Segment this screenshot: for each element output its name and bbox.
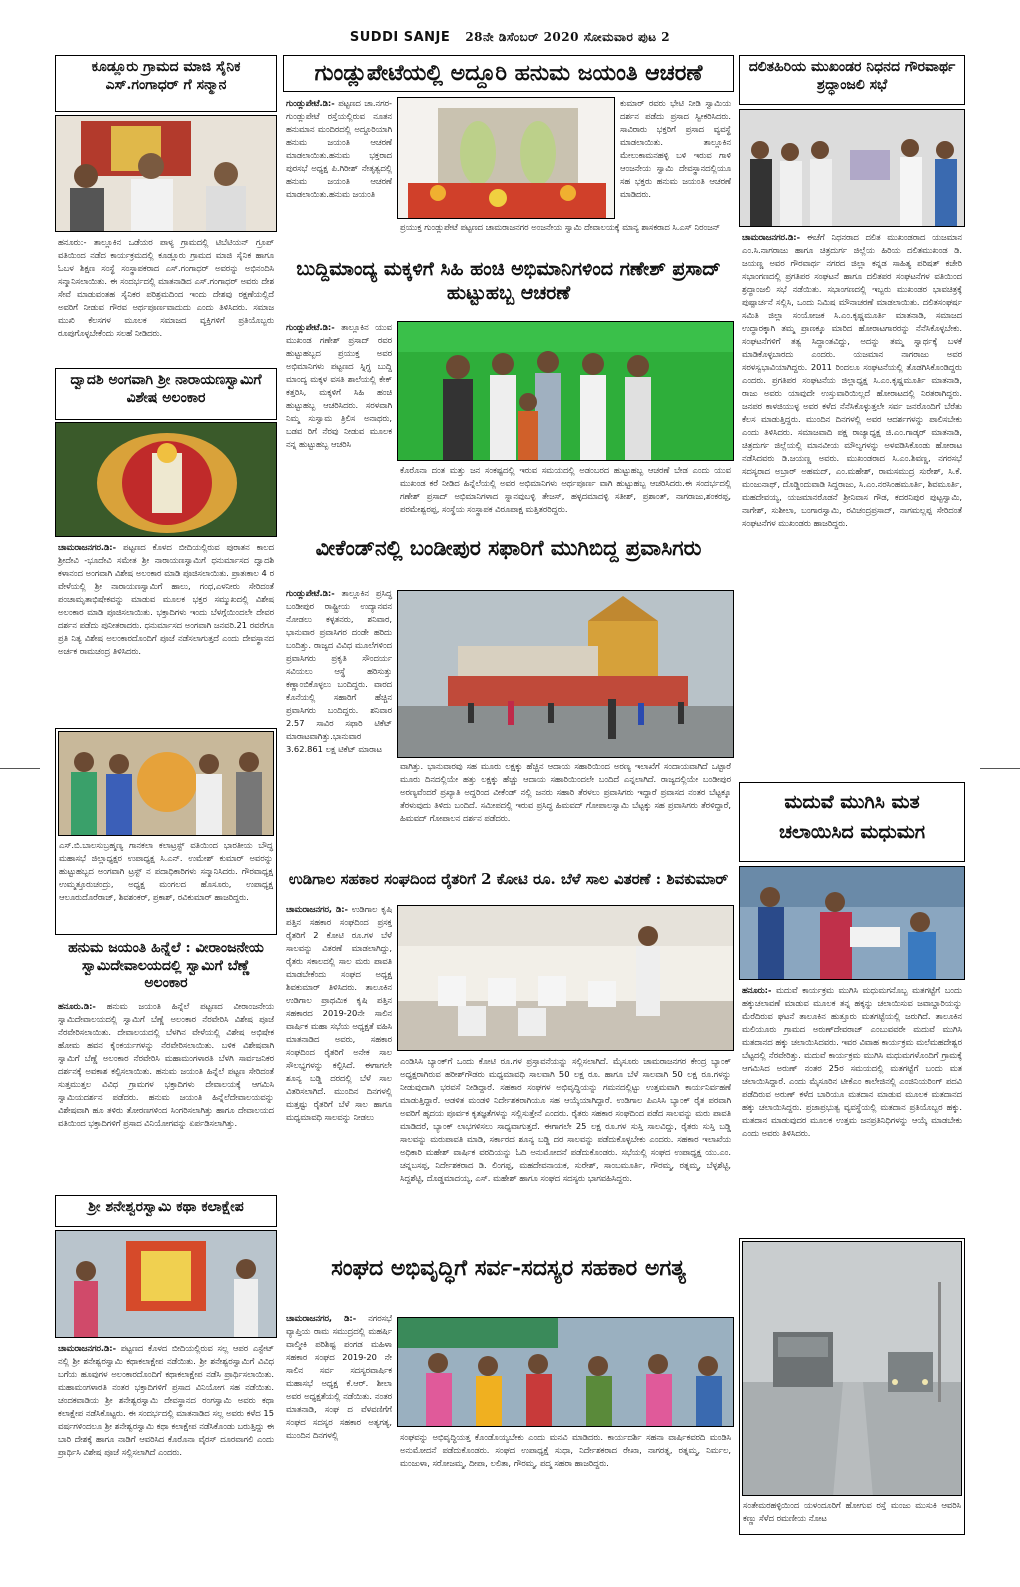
photo-udigala — [397, 905, 734, 1051]
article-ganesh-prasad-bottom: ಕೊರೊನಾ ದಂತ ಮತ್ತು ಜನ ಸಂಕಷ್ಟದಲ್ಲಿ ಇರುವ ಸಮಯದಲ್ಲಿ ಅಡಂಬರದ ಹುಟ್ಟುಹಬ್ಬ ಆಚರಣೆ ಬೇಡ ಎಂದು ಯುವ ಮುಖಂಡ ಕರೆ ನೀಡಿದ ಹಿನ್ನೆಲೆಯಲ್ಲಿ ಅವರ ಅಭಿಮಾನಿಗಳು ಅರ್ಥಪೂರ್ಣ ವಾಗಿ ಹುಟ್ಟುಹಬ್ಬ ಆಚರಿಸಿದರು.ಈ ಸಂದರ್ಭದಲ್ಲಿ ಗಣೇಶ್ ಪ್ರಸಾದ್ ಅಭಿಮಾನಿಗಳಾದ ಸ್ನಾನವುಬಳ್ಳಿ ತೇಜಸ್, ಹಳ್ಳದಮಾದಳ್ಳಿ ಸತೀಶ್, ಪ್ರಶಾಂತ್, ನಾಗರಾಜು,ಶಂಕರಪ್ಪ, ಪರಮೇಶ್ವರಪ್ಪ, ಸಂಸ್ಥೆಯ ಸಂಸ್ಥಾಪಕ ವಿರೂಪಾಕ್ಷ ಮತ್ತಿತರರಿದ್ದರು. — [400, 465, 731, 514]
photo-groom-image — [740, 867, 965, 980]
article-hanuma-jayanti-col1 — [283, 95, 395, 215]
article-udigala-col1 — [283, 901, 395, 1157]
paper-name: SUDDI SANJE — [349, 30, 451, 45]
article-narayanaswamy — [55, 539, 277, 725]
article-ganesh-prasad-body-left: ತಾಲ್ಲೂಕಿನ ಯುವ ಮುಖಂಡ ಗಣೇಶ್ ಪ್ರಸಾದ್ ರವರ ಹುಟ್ಟುಹಬ್ಬದ ಪ್ರಯುಕ್ತ ಅವರ ಅಭಿಮಾನಿಗಳು ಪಟ್ಟಣದ ಸ್ನಿಗ್ಧ ಬುದ್ದಿ ಮಾಂದ್ಯ ಮಕ್ಕಳ ವಸತಿ ಶಾಲೆಯಲ್ಲಿ ಕೇಕ್ ಕತ್ತರಿಸಿ, ಮಕ್ಕಳಿಗೆ ಸಿಹಿ ಹಂಚಿ ಹುಟ್ಟುಹಬ್ಬ ಆಚರಿಸಿದರು. ಸರಳವಾಗಿ ನಿಮ್ಮ ಸುಸ್ವಾಮ ತ್ರಿಲಿಸ ಅನಾಥರು, ಬಡವ ರಿಗೆ ನೆರವು ನೀಡುವ ಮೂಲಕ ನನ್ನ ಹುಟ್ಟುಹಬ್ಬ ಆಚರಿಸಿ — [286, 322, 392, 449]
newspaper-page — [55, 55, 965, 1535]
article-hanuma-butter — [55, 998, 277, 1191]
headline-hanuma-jayanti: ಗುಂಡ್ಲುಪೇಟೆಯಲ್ಲಿ ಅದ್ದೂರಿ ಹನುಮ ಜಯಂತಿ ಆಚರಣೆ — [314, 60, 703, 86]
headline-ganesh-prasad: ಬುದ್ದಿಮಾಂದ್ಯ ಮಕ್ಕಳಿಗೆ ಸಿಹಿ ಹಂಚಿ ಅಭಿಮಾನಿಗಳಿಂದ ಗಣೇಶ್ ಪ್ರಸಾದ್ ಹುಟ್ಟುಹಬ್ಬ ಆಚರಣೆ — [296, 258, 721, 304]
caption-foggy-road: ಸಂತೇಮರಹಳ್ಳಿಯಿಂದ ಯಳಂದೂರಿಗೆ ಹೋಗುವ ರಸ್ತೆ ಮಂಜು ಮುಸುಕಿ ಆವರಿಸಿ ಕಣ್ಣು ಸೆಳೆದ ರಮಣೀಯ ನೋಟ — [743, 1500, 961, 1523]
article-bandipur-bottom: ವಾಗಿತ್ತು. ಭಾನುವಾರವು ಸಹ ಮೂರು ಲಕ್ಷಕ್ಕು ಹೆಚ್ಚಿನ ಆದಾಯ ಸಹಾರಿಯಿಂದ ಅರಣ್ಯ ಇಲಾಖೆಗೆ ಸಂದಾಯವಾಗಿದೆ ಒಟ್ಟಾರೆ ಮೂರು ದಿನದಲ್ಲಿಯೇ ಹತ್ತು ಲಕ್ಷಕ್ಕು ಹೆಚ್ಚು ಆದಾಯ ಸಹಾರಿಯಿಂದಲೇ ಬಂದಿದೆ ಎನ್ನಲಾಗಿದೆ. ರಾಜ್ಯದಲ್ಲಿಯೇ ಬಂಡೀಪುರ ಅರಣ್ಯವೆಂದರೆ ಪ್ರಖ್ಯಾತಿ ಅದ್ದರಿಂದ ವೀಕೆಂಡ್ ನಲ್ಲಿ ಜನರು ಸಹಾರಿ ತೆರಳಲು ಪ್ರವಾಸಿಗರು ಇದ್ದಾರೆ ಪ್ರವಾಸದ ನಂತರ ಬೆಟ್ಟಕ್ಕೂ ತೆರಳುವುದು ತಿಳಿದು ಬಂದಿದೆ. ಸಮೀಪದಲ್ಲಿ ಇರುವ ಪ್ರಸಿದ್ಧ ಹಿಮವದ್ ಗೋಪಾಲಸ್ವಾಮಿ ಬೆಟ್ಟಕ್ಕು ಸಹ ಪ್ರವಾಸಿಗರು ತೆರಳಿದ್ದಾರೆ, ಹಿಮವದ್ ಗೋಪಾಲನ ದರ್ಶನ ಪಡೆದರು. — [400, 761, 731, 823]
headline-narayanaswamy: ದ್ವಾದಶಿ ಅಂಗವಾಗಿ ಶ್ರೀ ನಾರಾಯಣಸ್ವಾಮಿಗೆ ವಿಶೇಷ ಅಲಂಕಾರ — [70, 372, 262, 406]
headline-hanuma-butter: ಹನುಮ ಜಯಂತಿ ಹಿನ್ನೆಲೆ : ವೀರಾಂಜನೇಯ ಸ್ವಾಮಿದೇವಾಲಯದಲ್ಲಿ ಸ್ವಾಮಿಗೆ ಬೆಣ್ಣೆ ಅಲಂಕಾರ — [68, 940, 264, 991]
photo-udigala-image — [398, 906, 734, 1051]
photo-ganesh-prasad — [397, 321, 734, 461]
photo-narayanaswamy-image — [56, 423, 277, 537]
photo-sangha-image — [398, 1318, 734, 1427]
photo-block-trust — [55, 728, 277, 935]
article-hanuma-jayanti-body-left: ಪಟ್ಟಣದ ಚಾ.ನಗರ- ಗುಂಡ್ಲುಪೇಟೆ ರಸ್ತೆಯಲ್ಲಿರುವ ನೂತನ ಹನುಮಾನ ಮಂದಿರದಲ್ಲಿ ಅದ್ದೂರಿಯಾಗಿ ಹನುಮ ಜಯಂತಿ ಆಚರಣೆ ಮಾಡಲಾಯಿತು.ಹನುಮ ಭಕ್ತರಾದ ಪುರಸಭೆ ಅಧ್ಯಕ್ಷ ಪಿ.ಗಿರೀಶ್ ನೇತೃತ್ವದಲ್ಲಿ ಹನುಮ ಜಯಂತಿ ಆಚರಣೆ ಮಾಡಲಾಯಿತು.ಹನುಮ ಜಯಂತಿ — [286, 98, 392, 199]
masthead — [0, 30, 1020, 45]
headline-soldier-honour: ಕೂಡ್ಲೂರು ಗ್ರಾಮದ ಮಾಜಿ ಸೈನಿಕ ಎಸ್.ಗಂಗಾಧರ್ ಗೆ ಸನ್ಮಾನ — [91, 59, 241, 93]
caption-trust: ಎಸ್.ಬಿ.ಬಾಲಸುಬ್ರಹ್ಮಣ್ಯ ಗಾನಕಲಾ ಕಲಾಟ್ರಸ್ಟ್ ವತಿಯಿಂದ ಭಾರತೀಯ ಬೌದ್ಧ ಮಹಾಸಭೆ ಜಿಲ್ಲಾಧ್ಯಕ್ಷರ ಉಪಾಧ್ಯಕ್ಷ ಸಿ.ಎನ್. ಉಮೇಶ್ ಕುಮಾರ್ ಅವರನ್ನು ಹುಟ್ಟುಹಬ್ಬದ ಅಂಗವಾಗಿ ಟ್ರಸ್ಟ್ ನ ಪದಾಧಿಕಾರಿಗಳು ಸನ್ಮಾನಿಸಿದರು. ಗೌರವಾಧ್ಯಕ್ಷ ಉಮ್ಮತ್ತೂರುಚಂದ್ರು, ಅಧ್ಯಕ್ಷ ಮಂಗಲದ ಹೊಸೂರು, ಉಪಾಧ್ಯಕ್ಷ ಆಲೂರುದೊರೆರಾಜ್, ಶಿವಶಂಕರ್, ಪ್ರಕಾಶ್, ರವಿಕುಮಾರ್ ಹಾಜರಿದ್ದರು. — [59, 840, 273, 902]
article-narayanaswamy-body: ಪಟ್ಟಣದ ಕೊಳದ ಬೀದಿಯಲ್ಲಿರುವ ಪುರಾತನ ಕಾಲದ ಶ್ರೀದೇವಿ -ಭೂದೇವಿ ಸಮೇತ ಶ್ರೀ ನಾರಾಯಣಸ್ವಾಮಿಗೆ ಧನುರ್ಮಾಸದ ದ್ವಾದಶಿ ಕಳಾನಂದ ಅಂಗವಾಗಿ ವಿಶೇಷ ಅಲಂಕಾರ ಮಾಡಿ ಪೂಜಿಸಲಾಯಿತು. ಪ್ರಾತಃಕಾಲ 4 ರ ವೇಳೆಯಲ್ಲಿ ಶ್ರೀ ನಾರಾಯಣಸ್ವಾಮಿಗೆ ಹಾಲು, ಗಂಧ,ಎಳನೀರು ಸೇರಿದಂತೆ ಪಂಚಾಮೃತಾಭಿಷೇಕವನ್ನು ಮಾಡುವ ಮೂಲಕ ಭಕ್ತರ ಸಮ್ಮುಖದಲ್ಲಿ ವಿಶೇಷ ಅಲಂಕಾರ ಮಾಡಿ ಪೂಜಿಸಲಾಯಿತು. ಭಕ್ತಾದಿಗಳು ಇಂದು ಬೆಳಗ್ಗೆಯಿಂದಲೇ ದೇವರ ದರ್ಶನ ಪಡೆದು ಪುನೀತರಾದರು. ಧನುರ್ಮಾಸದ ಅಂಗವಾಗಿ ಜನವರಿ.21 ರವರೆಗೂ ಪ್ರತಿ ನಿತ್ಯ ವಿಶೇಷ ಅಲಂಕಾರದೊಂದಿಗೆ ಪೂಜೆ ನಡೆಸಲಾಗುತ್ತದೆ ಎಂದು ದೇವಸ್ಥಾನದ ಅರ್ಚಕ ರಾಮಚಂದ್ರ ತಿಳಿಸಿದರು. — [58, 542, 275, 656]
article-sangha-col1 — [283, 1310, 395, 1477]
photo-hanuma-jayanti — [397, 97, 615, 219]
dateline: ಚಾಮರಾಜನಗರ.ಡಿ:- — [58, 1343, 117, 1353]
article-bandipur-body-left: ತಾಲ್ಲೂಕಿನ ಪ್ರಸಿದ್ಧ ಬಂಡೀಪುರ ರಾಷ್ಟ್ರೀಯ ಉದ್ಯಾನವನ ನೋಡಲು ಕಳ್ಳತನರು, ಶನಿವಾರ, ಭಾನುವಾರ ಪ್ರವಾಸಿಗರ ದಂಡೇ ಹರಿದು ಬಂದಿತ್ತು. ರಾಜ್ಯದ ವಿವಿಧ ಮೂಲೆಗಳಿಂದ ಪ್ರವಾಸಿಗರು ಪ್ರಕೃತಿ ಸೌಂದರ್ಯ ಸವಿಯಲು ಆಸ್ಥೆ ಹರಿಸುತ್ತು ಕಣ್ಣಾಂಬಿಕೊಳ್ಳಲು ಬಂದಿದ್ದರು. ವಾರದ ಕೊನೆಯಲ್ಲಿ ಸಹಾರಿಗೆ ಹೆಚ್ಚಿನ ಪ್ರವಾಸಿಗರು ಬಂದಿದ್ದರು. ಶನಿವಾರ 2.57 ಸಾವಿರ ಸಫಾರಿ ಟಿಕೆಟ್ ಮಾರಾಟವಾಗಿತ್ತು.ಭಾನುವಾರ 3.62.861 ಲಕ್ಷ ಟಿಕೆಟ್ ಮಾರಾಟ — [286, 588, 392, 754]
photo-ganesh-image — [398, 322, 734, 461]
article-ganesh-prasad-col1 — [283, 319, 395, 461]
margin-rule-right — [980, 768, 1020, 769]
dateline: ಚಾಮರಾಜನಗರ, ಡಿ:- — [286, 904, 348, 914]
photo-bandipur-image — [398, 591, 734, 758]
article-shaneshwara — [55, 1340, 277, 1535]
article-soldier-honour — [55, 234, 277, 366]
photo-narayanaswamy — [55, 422, 277, 537]
left-column — [55, 55, 277, 1535]
photo-block-fog — [739, 1238, 965, 1535]
article-udigala-body-left: ಉಡಿಗಾಲ ಕೃಷಿ ಪತ್ತಿನ ಸಹಕಾರ ಸಂಘದಿಂದ ಪ್ರಸಕ್ತ ರೈತರಿಗೆ 2 ಕೋಟಿ ರೂ.ಗಳ ಬೆಳೆ ಸಾಲವನ್ನು ವಿತರಣೆ ಮಾಡಲಾಗಿದ್ದು, ರೈತರು ಸಕಾಲದಲ್ಲಿ ಸಾಲ ಮರು ಪಾವತಿ ಮಾಡಬೇಕೆಂದು ಸಂಘದ ಅಧ್ಯಕ್ಷ ಶಿವಕುಮಾರ್ ತಿಳಿಸಿದರು. ತಾಲೂಕಿನ ಉಡಿಗಾಲ ಪ್ರಾಥಮಿಕ ಕೃಷಿ ಪತ್ತಿನ ಸಹಕಾರದ 2019-20ನೇ ಸಾಲಿನ ವಾರ್ಷಿಕ ಮಹಾ ಸಭೆಯ ಅಧ್ಯಕ್ಷತೆ ವಹಿಸಿ ಮಾತನಾಡಿದ ಅವರು, ಸಹಕಾರ ಸಂಘದಿಂದ ರೈತರಿಗೆ ಅನೇಕ ಸಾಲ ಸೌಲಭ್ಯಗಳನ್ನು ಕಲ್ಪಿಸಿದೆ. ಈಗಾಗಲೇ ಶೂನ್ಯ ಬಡ್ಡಿ ದರದಲ್ಲಿ ಬೆಳೆ ಸಾಲ ವಿತರಿಸಲಾಗಿದೆ. ಮುಂದಿನ ದಿನಗಳಲ್ಲಿ ಮತ್ತಷ್ಟು ರೈತರಿಗೆ ಬೆಳೆ ಸಾಲ ಹಾಗೂ ಮಧ್ಯಮಾವಧಿ ಸಾಲವನ್ನು ನೀಡಲು — [286, 904, 392, 1122]
dateline: ಚಾಮರಾಜನಗರ.ಡಿ:- — [742, 232, 801, 242]
photo-hanuma-image — [398, 98, 615, 219]
photo-groom-vote — [739, 866, 965, 980]
headline-shaneshwara: ಶ್ರೀ ಶನೇಶ್ವರಸ್ವಾಮಿ ಕಥಾ ಕಲಾಕ್ಷೇಪ — [88, 1199, 244, 1215]
margin-rule-left — [0, 768, 40, 769]
article-shaneshwara-body: ಪಟ್ಟಣದ ಕೊಳದ ಬೀದಿಯಲ್ಲಿರುವ ಸಲ್ಲ ಆಪರ ಎಸ್ಟೇಟ್ ನಲ್ಲಿ ಶ್ರೀ ಶನೇಶ್ವರಸ್ವಾಮಿ ಕಥಾಕಲಾಕ್ಷೇಪ ನಡೆಯಿತು. ಶ್ರೀ ಶನೇಶ್ವರಸ್ವಾಮಿಗೆ ವಿವಿಧ ಬಗೆಯ ಹೂವುಗಳ ಅಲಂಕಾರದೊಂದಿಗೆ ಕಥಾಕಲಾಕ್ಷೇಪ ನಡೆಸಿ ಪ್ರಾರ್ಥಿಸಲಾಯಿತು. ಮಹಾಮಂಗಳಾರತಿ ನಂತರ ಭಕ್ತಾದಿಗಳಿಗೆ ಪ್ರಸಾದ ವಿನಿಯೋಗ ಸಹ ನಡೆಯಿತು. ಚಂದಕವಾಡಿಯ ಶ್ರೀ ಶನೇಶ್ವರಸ್ವಾಮಿ ದೇವಸ್ಥಾನದ ರಂಗಸ್ವಾಮಿ ಅವರು ಕಥಾ ಕಲಾಕ್ಷೇಪ ನಡೆಸಿಕೊಟ್ಟರು. ಈ ಸಂದರ್ಭದಲ್ಲಿ ಮಾತನಾಡಿದ ಸಲ್ಲ ಅವರು ಕಳೆದ 15 ವರ್ಷಗಳಿಂದಲೂ ಶ್ರೀ ಶನೇಶ್ವರಸ್ವಾಮಿ ಕಥಾ ಕಲಾಕ್ಷೇಪ ನಡೆಸಿಕೊಂಡು ಬರುತ್ತಿದ್ದು ಈ ಬಾರಿ ದೇಶಕ್ಕೆ ಹಾಗೂ ನಾಡಿಗೆ ಆವರಿಸಿದ ಕೊರೊನಾ ವೈರಸ್ ದೂರವಾಗಲಿ ಎಂದು ಪ್ರಾರ್ಥಿಸಿ ವಿಶೇಷ ಪೂಜೆ ಸಲ್ಲಿಸಲಾಗಿದೆ ಎಂದರು. — [58, 1343, 274, 1457]
article-soldier-honour-body: ಹನೂರು:- ತಾಲ್ಲೂಕಿನ ಒಡೆಯರ ಪಾಳ್ಯ ಗ್ರಾಮದಲ್ಲಿ ಟಿಬೆಟಿಯನ್ ಗ್ರೂಪ್ ವತಿಯಿಂದ ನಡೆದ ಕಾರ್ಯಕ್ರಮದಲ್ಲಿ ಕೂಡ್ಲೂರು ಗ್ರಾಮದ ಮಾಜಿ ಸೈನಿಕ ಹಾಗೂ ಓಬಳ ಶಿಕ್ಷಣ ಸಂಸ್ಥೆ ಸಂಸ್ಥಾಪಕರಾದ ಎಸ್.ಗಂಗಾಧರ್ ಅವರನ್ನು ಅಭಿನಂದಿಸಿ ಸನ್ಮಾನಿಸಲಾಯಿತು. ಈ ಸಂದರ್ಭದಲ್ಲಿ ಮಾತನಾಡಿದ ಎಸ್.ಗಂಗಾಧರ್ ಅವರು ದೇಶ ಸೇವೆ ಮಾಡುವಂತಹ ಸೈನಿಕರ ಪರಿಶ್ರಮದಿಂದ ಇಂದು ದೇಶವು ರಕ್ಷಣೆಯಲ್ಲಿದೆ ಅವರಿಗೆ ನೀಡುವ ಗೌರವ ಅರ್ಥಪೂರ್ಣವಾದುದು ಎಂದು ತಿಳಿಸಿದರು. ಸಮಾಜ ಮುಖಿ ಕೆಲಸಗಳ ಮೂಲಕ ಸಮಾಜದ ವ್ಯಕ್ತಿಗಳಿಗೆ ಪ್ರತಿಯೊಬ್ಬರು ರೂಪುಗೊಳ್ಳಬೇಕೆಂದು ಸಲಹೆ ನೀಡಿದರು. — [58, 237, 274, 338]
photo-soldier-honour — [55, 115, 277, 232]
article-tribute-body: ಈಚೆಗೆ ನಿಧನರಾದ ದಲಿತ ಮುಖಂಡರಾದ ಯಜಮಾನ ಎಂ.ಸಿ.ನಾಗರಾಜು ಹಾಗೂ ಚಿತ್ರದುರ್ಗ ಜಿಲ್ಲೆಯ ಹಿರಿಯ ದಲಿತಮುಖಂಡ ಡಿ. ಜಯಣ್ಣ ಅವರ ಗೌರವಾರ್ಥ ನಗರದ ಜಿಲ್ಲಾ ಕನ್ನಡ ಸಾಹಿತ್ಯ ಪರಿಷತ್ ಕಚೇರಿ ಸಭಾಂಗಣದಲ್ಲಿ ಪ್ರಗತಿಪರ ಸಂಘಟನೆ ಹಾಗೂ ದಲಿತಪರ ಸಂಘಟನೆಗಳ ವತಿಯಿಂದ ಶ್ರದ್ಧಾಂಜಲಿ ಸಭೆ ನಡೆಯಿತು. ಸಭಾಂಗಣದಲ್ಲಿ ಇಬ್ಬರು ಮುಖಂಡರ ಭಾವಚಿತ್ರಕ್ಕೆ ಪುಷ್ಪಾರ್ಚನೆ ಸಲ್ಲಿಸಿ, ಒಂದು ನಿಮಿಷ ಮೌನಾಚರಣೆ ಮಾಡಲಾಯಿತು. ದಲಿತಸಂಘರ್ಷ ಸಮಿತಿ ಜಿಲ್ಲಾ ಸಂಯೋಜಕ ಸಿ.ಎಂ.ಕೃಷ್ಣಮೂರ್ತಿ ಮಾತನಾಡಿ, ಸಮಾಜದ ಉದ್ಧಾರಕ್ಕಾಗಿ ತಮ್ಮ ಪ್ರಾಣಕ್ಕೂ ಮಾರಿದ ಹೋರಾಟಗಾರರನ್ನು ನೆನೆಸಿಕೊಳ್ಳಬೇಕು. ಸಂಘಟನೆಗಳಿಗೆ ತತ್ವ ಸಿದ್ಧಾಂತವಿದ್ದು, ಅದನ್ನು ತಮ್ಮ ಸ್ವಾರ್ಥಕ್ಕೆ ಬಳಕೆ ಮಾಡಿಕೊಳ್ಳಬಾರದು ಎಂದರು. ಯಜಮಾನ ನಾಗರಾಜು ಅವರ ಸರಳಸ್ವಭಾವಿಯಾಗಿದ್ದರು. 2011 ರಿಂದಲೂ ಸಂಘಟನೆಯಲ್ಲಿ ತೊಡಗಿಸಿಕೊಂಡಿದ್ದರು ಎಂದರು. ಪ್ರಗತಿಪರ ಸಂಘಟನೆಯ ಜಿಲ್ಲಾಧ್ಯಕ್ಷ ಸಿ.ಎಂ.ಕೃಷ್ಣಮೂರ್ತಿ ಮಾತನಾಡಿ, ರಾಜು ಅವರು ಯಾವುದೇ ಉಸ್ತುವಾರಿಯಿಲ್ಲದೆ ಹೋರಾಟದಲ್ಲಿ ನಿರತರಾಗಿದ್ದರು. ಜನಪರ ಕಾಳಜಿಯುಳ್ಳ ಅವರ ಕಳೆದ ನೆನೆಸಿಕೊಳ್ಳುತ್ತಲೇ ಸರ್ವ ಜನರೊಂದಿಗೆ ಬೆರೆತು ಕೆಲಸ ಮಾಡುತ್ತಿದ್ದರು. ಮುಂದಿನ ದಿನಗಳಲ್ಲಿ ಅವರ ಆದರ್ಶಗಳನ್ನು ಪಾಲಿಸಬೇಕು ಎಂದು ತಿಳಿಸಿದರು. ಸಮಾಜವಾದಿ ಪಕ್ಷ ರಾಜ್ಯಾಧ್ಯಕ್ಷ ಜಿ.ಎಂ.ಗಾಡ್ಕರ್ ಮಾತನಾಡಿ, ಚಿತ್ರದುರ್ಗ ಜಿಲ್ಲೆಯಲ್ಲಿ ಮಾನವೀಯ ಮೌಲ್ಯಗಳನ್ನು ಅಳವಡಿಸಿಕೊಂಡು ಹೋರಾಟ ನಡೆಸಿದವರು ಡಿ.ಜಯಣ್ಣ ಅವರು. ಮುಖಂಡರಾದ ಸಿ.ಎಂ.ಶಿವಣ್ಣ, ನಗರಸಭೆ ಸದಸ್ಯರಾದ ಅಬ್ರಾರ್ ಅಹಮದ್, ಎಂ.ಮಹೇಶ್, ರಾಮಸಮುದ್ರ ಸುರೇಶ್, ಸಿ.ಕೆ. ಮಂಜುನಾಥ್, ದೊಡ್ಡಿಂದುವಾಡಿ ಸಿದ್ದರಾಜು, ಸಿ.ಎಂ.ನರಸಿಂಹಮೂರ್ತಿ, ಶಿವಮೂರ್ತಿ, ಮಹದೇವಯ್ಯ, ಯಜಮಾನರೊಡನೆ ಶ್ರೀನಿವಾಸ ಗೌಡ, ಕದರನಿಪುರ ಪುಟ್ಟಸ್ವಾಮಿ, ನಾಗೇಶ್, ಸುಶೀಲಾ, ಬಂಗಾರಸ್ವಾಮಿ, ರವಿಚಂದ್ರಪ್ರಸಾದ್, ನಾಗಮಲ್ಲಪ್ಪ ಸೇರಿದಂತೆ ಸಂಘಟನೆಗಳ ಮುಖಂಡರು ಹಾಜರಿದ್ದರು. — [742, 232, 963, 528]
article-sangha-bottom: ಸಂಘವನ್ನು ಅಭಿವೃದ್ಧಿಯತ್ತ ಕೊಂಡೊಯ್ಯಬೇಕು ಎಂದು ಮನವಿ ಮಾಡಿದರು. ಕಾರ್ಯದರ್ಶಿ ಸಹನಾ ವಾರ್ಷಿಕವರದಿ ಮಂಡಿಸಿ ಅನುಮೋದನೆ ಪಡೆದುಕೊಂಡರು. ಸಂಘದ ಉಪಾಧ್ಯಕ್ಷೆ ಸುಧಾ, ನಿರ್ದೇಶಕರಾದ ರೇಖಾ, ನಾಗರತ್ನ, ರತ್ನಮ್ಮ, ನಿರ್ಮಲ, ಮಂಜುಳಾ, ಸರೋಜಮ್ಮ, ದೀಪಾ, ಲಲಿತಾ, ಗೌರಮ್ಮ, ಪದ್ಮ ಸಹರಾ ಹಾಜರಿದ್ದರು. — [400, 1432, 731, 1468]
dateline: ಗುಂಡ್ಲುಪೇಟೆ.ಡಿ:- — [286, 98, 335, 108]
dateline: ಗುಂಡ್ಲುಪೇಟೆ.ಡಿ:- — [286, 588, 335, 598]
middle-column — [283, 55, 734, 1535]
photo-shaneshwara-image — [56, 1231, 277, 1338]
article-hanuma-jayanti-col3: ಕುಮಾರ್ ರವರು ಭೇಟಿ ನೀಡಿ ಸ್ವಾಮಿಯ ದರ್ಶನ ಪಡೆದು ಪ್ರಸಾದ ಸ್ವೀಕರಿಸಿದರು. ಸಾವಿರಾರು ಭಕ್ತರಿಗೆ ಪ್ರಸಾದ ವ್ಯವಸ್ಥೆ ಮಾಡಲಾಯಿತು. ತಾಲ್ಲೂಕಿನ ಮೇಲುಕಾಮನಹಳ್ಳಿ ಬಳಿ ಇರುವ ಗಾಳಿ ಆಂಜನೇಯ ಸ್ವಾಮಿ ದೇವಸ್ಥಾನದಲ್ಲಿಯೂ ಸಹ ಭಕ್ತರು ಹನುಮ ಜಯಂತಿ ಆಚರಣೆ ಮಾಡಿದರು. — [620, 98, 731, 199]
headline-groom-vote: ಮದುವೆ ಮುಗಿಸಿ ಮತ ಚಲಾಯಿಸಿದ ಮಧುಮಗ — [778, 791, 926, 844]
dateline: ಹನೂರು.ಡಿ:- — [58, 1001, 96, 1011]
photo-tribute — [739, 109, 965, 227]
dateline: ಚಾಮರಾಜನಗರ, ಡಿ:- — [286, 1313, 357, 1323]
headline-sangha: ಸಂಘದ ಅಭಿವೃದ್ಧಿಗೆ ಸರ್ವ-ಸದಸ್ಯರ ಸಹಕಾರ ಅಗತ್ಯ — [331, 1255, 686, 1281]
dateline: ಹನೂರು:- — [742, 985, 772, 995]
headline-tribute: ದಲಿತಹಿರಿಯ ಮುಖಂಡರ ನಿಧನದ ಗೌರವಾರ್ಥ ಶ್ರದ್ಧಾಂಜಲಿ ಸಭೆ — [748, 59, 956, 93]
article-groom-vote-body: ಮದುವೆ ಕಾರ್ಯಕ್ರಮ ಮುಗಿಸಿ ಮಧುಮಗನೊಬ್ಬ ಮತಗಟ್ಟೆಗೆ ಬಂದು ಹಕ್ಕುಚಲಾವಣೆ ಮಾಡುವ ಮೂಲಕ ತನ್ನ ಹಕ್ಕನ್ನು ಚಲಾಯಿಸುವ ಜವಾಬ್ದಾರಿಯನ್ನು ಮೆರೆದಿರುವ ಘಟನೆ ತಾಲೂಕಿನ ಹುತ್ತೂರು ಮತಗಟ್ಟೆಯಲ್ಲಿ ಜರುಗಿದೆ. ತಾಲೂಕಿನ ಮಲಿಯೂರು ಗ್ರಾಮದ ಅರುಣ್‌ದೇವರಾಜ್ ಎಂಬುವವರೇ ಮದುವೆ ಮುಗಿಸಿ ಮತದಾನದ ಹಕ್ಕು ಚಲಾಯಿಸಿದವರು. ಇವರ ವಿವಾಹ ಕಾರ್ಯಕ್ರಮ ಮಲೆಮಹದೇಶ್ವರ ಬೆಟ್ಟದಲ್ಲಿ ನೆರವೇರಿತ್ತು. ಮದುವೆ ಕಾರ್ಯಕ್ರಮ ಮುಗಿಸಿ ಮಧುಮಗಳೊಂದಿಗೆ ಗ್ರಾಮಕ್ಕೆ ಆಗಮಿಸಿದ ಅರುಣ್ ನಂತರ 25ರ ಸಮಯದಲ್ಲಿ ಮತಗಟ್ಟೆಗೆ ಬಂದು ಮತ ಚಲಾಯಿಸಿದ್ದಾರೆ. ಎಂದು ಮೈಸೂರಿನ ಟೀಕೆಎಂ ಕಾಲೇಜಿನಲ್ಲಿ ಎಂಜಿನಿಯರಿಂಗ್ ಪದವಿ ಪಡೆದಿರುವ ಅರುಣ್ ಕಳೆದ ಬಾರಿಯೂ ಮತದಾನ ಮಾಡುವ ಮೂಲಕ ಮತದಾನದ ಹಕ್ಕು ಚಲಾಯಿಸಿದ್ದರು. ಪ್ರಜಾಪ್ರಭುತ್ವ ವ್ಯವಸ್ಥೆಯಲ್ಲಿ ಮತದಾನ ಪ್ರತಿಯೊಬ್ಬರ ಹಕ್ಕು. ಮತದಾನ ಮಾಡುವುದರ ಮೂಲಕ ಉತ್ತಮ ಜನಪ್ರತಿನಿಧಿಗಳನ್ನು ಆಯ್ಕೆ ಮಾಡಬೇಕು ಎಂದು ಅವರು ತಿಳಿಸಿದರು. — [742, 985, 962, 1138]
photo-bandipur — [397, 590, 734, 758]
photo-trust-felicitation — [58, 731, 274, 836]
article-hanuma-butter-body: ಹನುಮ ಜಯಂತಿ ಹಿನ್ನೆಲೆ ಪಟ್ಟಣದ ವೀರಾಂಜನೇಯ ಸ್ವಾಮಿದೇವಾಲಯದಲ್ಲಿ ಸ್ವಾಮಿಗೆ ಬೆಣ್ಣೆ ಅಲಂಕಾರ ನೆರವೇರಿಸಿ ವಿಶೇಷ ಪೂಜೆ ನೆರವೇರಿಸಲಾಯಿತು. ದೇವಾಲಯದಲ್ಲಿ ಬೆಳಗಿನ ವೇಳೆಯಲ್ಲಿ ವಿಶೇಷ ಅಭಿಷೇಕ ಹೋಮ ಹವನ ಕೈಂಕರ್ಯಗಳನ್ನು ನೆರವೇರಿಸಲಾಯಿತು. ಬಳಿಕ ವಿಶೇಷವಾಗಿ ಸ್ವಾಮಿಗೆ ಬೆಣ್ಣೆ ಅಲಂಕಾರ ನೆರವೇರಿಸಿ ಮಹಾಮಂಗಳಾರತಿ ಬೆಳಗಿ ಸಾರ್ವಜನಿಕರ ದರ್ಶನಕ್ಕೆ ಅವಕಾಶ ಕಲ್ಪಿಸಲಾಯಿತು. ಹನುಮ ಜಯಂತಿ ಹಿನ್ನೆಲೆ ಪಟ್ಟಣ ಸೇರಿದಂತೆ ಸುತ್ತಮುತ್ತಲ ವಿವಿಧ ಗ್ರಾಮಗಳ ಭಕ್ತಾದಿಗಳು ದೇವಾಲಯಕ್ಕೆ ಆಗಮಿಸಿ ಸ್ವಾಮಿಯದರ್ಶನ ಪಡೆದರು. ಹನುಮ ಜಯಂತಿ ಹಿನ್ನೆಲೆದೇವಾಲಯವನ್ನು ವಿಶೇಷವಾಗಿ ಹೂ ತಳಿರು ತೋರಣಗಳಿಂದ ಸಿಂಗರಿಸಲಾಗಿತ್ತು ಹಾಗೂ ದೇವಾಲಯದ ವತಿಯಿಂದ ಭಕ್ತಾದಿಗಳಿಗೆ ಪ್ರಸಾದ ವಿನಿಯೋಗವನ್ನು ಏರ್ಪಡಿಸಲಾಗಿತ್ತು. — [58, 1001, 275, 1128]
photo-fog-image — [743, 1242, 962, 1496]
photo-foggy-road — [742, 1241, 962, 1496]
photo-sangha — [397, 1317, 734, 1427]
article-bandipur-col1 — [283, 585, 395, 797]
issue-date: 28ನೇ ಡಿಸೆಂಬರ್ 2020 ಸೋಮವಾರ ಪುಟ 2 — [465, 30, 671, 44]
article-tribute — [739, 229, 965, 778]
dateline: ಚಾಮರಾಜನಗರ.ಡಿ:- — [58, 542, 117, 552]
article-udigala-bottom: ಎಂಡಿಸಿಸಿ ಬ್ಯಾಂಕ್‌ಗೆ ಒಂದು ಕೋಟಿ ರೂ.ಗಳ ಪ್ರಸ್ತಾವನೆಯನ್ನು ಸಲ್ಲಿಸಲಾಗಿದೆ. ಮೈಸೂರು ಚಾಮರಾಜನಗರ ಕೇಂದ್ರ ಬ್ಯಾಂಕ್ ಅಧ್ಯಕ್ಷರಾಗಿರುವ ಹರೀಶ್‌ಗೌಡರು ಮಧ್ಯಮಾವಧಿ ಸಾಲವಾಗಿ 50 ಲಕ್ಷ ರೂ. ಹಾಗೂ ಬೆಳೆ ಸಾಲವಾಗಿ 50 ಲಕ್ಷ ರೂ.ಗಳನ್ನು ನೀಡುವುದಾಗಿ ಭರವಸೆ ನೀಡಿದ್ದಾರೆ. ಸಹಕಾರ ಸಂಘಗಳ ಅಭಿವೃದ್ಧಿಯನ್ನು ಗಮನದಲ್ಲಿಟ್ಟು ಉತ್ತಮವಾಗಿ ಕಾರ್ಯನಿರ್ವಹಣೆ ಮಾಡುತ್ತಿದ್ದಾರೆ. ಆಡಳಿತ ಮಂಡಳಿ ನಿರ್ದೇಶಕರಾಗಿಯೂ ಸಹ ಆಯ್ಕೆಯಾಗಿದ್ದಾರೆ. ಉಡಿಗಾಲ ಪಿಎಸಿಸಿ ಬ್ಯಾಂಕ್ ರೈತ ಪರವಾಗಿ ಅವರಿಗೆ ಹೃದಯ ಪೂರ್ವಕ ಕೃತಜ್ಞತೆಗಳನ್ನು ಸಲ್ಲಿಸುತ್ತೇನೆ ಎಂದರು. ರೈತರು ಸಹಕಾರ ಸಂಘದಿಂದ ಪಡೆದ ಸಾಲವನ್ನು ಮರು ಪಾವತಿ ಮಾಡಿದರೆ, ಬ್ಯಾಂಕ್ ಲಾಭಗಳಿಸಲು ಸಾಧ್ಯವಾಗುತ್ತದೆ. ಈಗಾಗಲೇ 25 ಲಕ್ಷ ರೂ.ಗಳ ಸುಸ್ತಿ ಸಾಲವಿದ್ದು, ರೈತರು ಸುಸ್ತಿ ಬಡ್ಡಿ ಸಾಲವನ್ನು ಮರುಪಾವತಿ ಮಾಡಿ, ಸರ್ಕಾರದ ಶೂನ್ಯ ಬಡ್ಡಿ ದರ ಸಾಲವನ್ನು ಪಡೆದುಕೊಳ್ಳಬೇಕು ಎಂದರು. ಸಹಕಾರ ಇಲಾಖೆಯ ಅಧಿಕಾರಿ ಮಹೇಶ್ ವಾರ್ಷಿಕ ವರದಿಯನ್ನು ಓದಿ ಅನುಮೋದನೆ ಪಡೆದುಕೊಂಡರು. ಸಭೆಯಲ್ಲಿ ಸಂಘದ ಉಪಾಧ್ಯಕ್ಷ ಯು.ಎಂ. ಚನ್ನಬಸಪ್ಪ, ನಿರ್ದೇಶಕರಾದ ಡಿ. ಲಿಂಗಪ್ಪ, ಮಹದೇವನಾಯಕ, ಸುರೇಶ್, ಸಾಂಬಮೂರ್ತಿ, ಗೌರಮ್ಮ, ರತ್ನಮ್ಮ, ಬೆಳ್ಳಶೆಟ್ಟಿ, ಸಿದ್ದಶೆಟ್ಟಿ, ದೊಡ್ಡಮಾದಯ್ಯ, ಎಸ್. ಮಹೇಶ್ ಹಾಗೂ ಸಂಘದ ಸದಸ್ಯರು ಭಾಗವಹಿಸಿದ್ದರು. — [400, 1056, 731, 1183]
headline-udigala: ಉಡಿಗಾಲ ಸಹಕಾರ ಸಂಘದಿಂದ ರೈತರಿಗೆ 2 ಕೋಟಿ ರೂ. ಬೆಳೆ ಸಾಲ ವಿತರಣೆ : ಶಿವಕುಮಾರ್ — [288, 870, 729, 888]
article-hanuma-jayanti-bottom: ಪ್ರಯುಕ್ತ ಗುಂಡ್ಲುಪೇಟೆ ಪಟ್ಟಣದ ಚಾಮರಾಜನಗರ ಅಂಜನೇಯ ಸ್ವಾಮಿ ದೇವಾಲಯಕ್ಕೆ ಮಾನ್ಯ ಶಾಸಕರಾದ ಸಿ.ಎಸ್ ನಿರಂಜನ್ — [400, 222, 721, 232]
headline-bandipur: ವೀಕೆಂಡ್‌ನಲ್ಲಿ ಬಂಡೀಪುರ ಸಫಾರಿಗೆ ಮುಗಿಬಿದ್ದ ಪ್ರವಾಸಿಗರು — [315, 535, 702, 560]
photo-shaneshwara — [55, 1230, 277, 1338]
photo-soldier-honour-image — [56, 116, 277, 232]
right-column — [739, 55, 965, 1535]
photo-tribute-image — [740, 110, 965, 227]
dateline: ಗುಂಡ್ಲುಪೇಟೆ.ಡಿ:- — [286, 322, 335, 332]
photo-trust-image — [59, 732, 274, 836]
article-sangha-body-left: ನಗರಸಭೆ ವ್ಯಾಪ್ತಿಯ ರಾಮ ಸಮುದ್ರದಲ್ಲಿ ಮಹರ್ಷಿ ವಾಲ್ಮೀಕಿ ಪರಿಶಿಷ್ಟ ಪಂಗಡ ಮಹಿಳಾ ಸಹಕಾರ ಸಂಘದ 2019-20 ನೇ ಸಾಲಿನ ಸರ್ವ ಸದಸ್ಯರವಾರ್ಷಿಕ ಮಹಾಸಭೆ ಅಧ್ಯಕ್ಷ ಕೆ.ಆರ್. ಶೀಲಾ ಅವರ ಅಧ್ಯಕ್ಷತೆಯಲ್ಲಿ ನಡೆಯಿತು. ನಂತರ ಮಾತನಾಡಿ, ಸಂಘ ದ ವೆಳವಣಿಗೆಗೆ ಸಂಘದ ಸದಸ್ಯರ ಸಹಕಾರ ಅತ್ಯಗತ್ಯ, ಮುಂದಿನ ದಿನಗಳಲ್ಲಿ — [286, 1313, 393, 1440]
article-groom-vote — [739, 982, 965, 1234]
